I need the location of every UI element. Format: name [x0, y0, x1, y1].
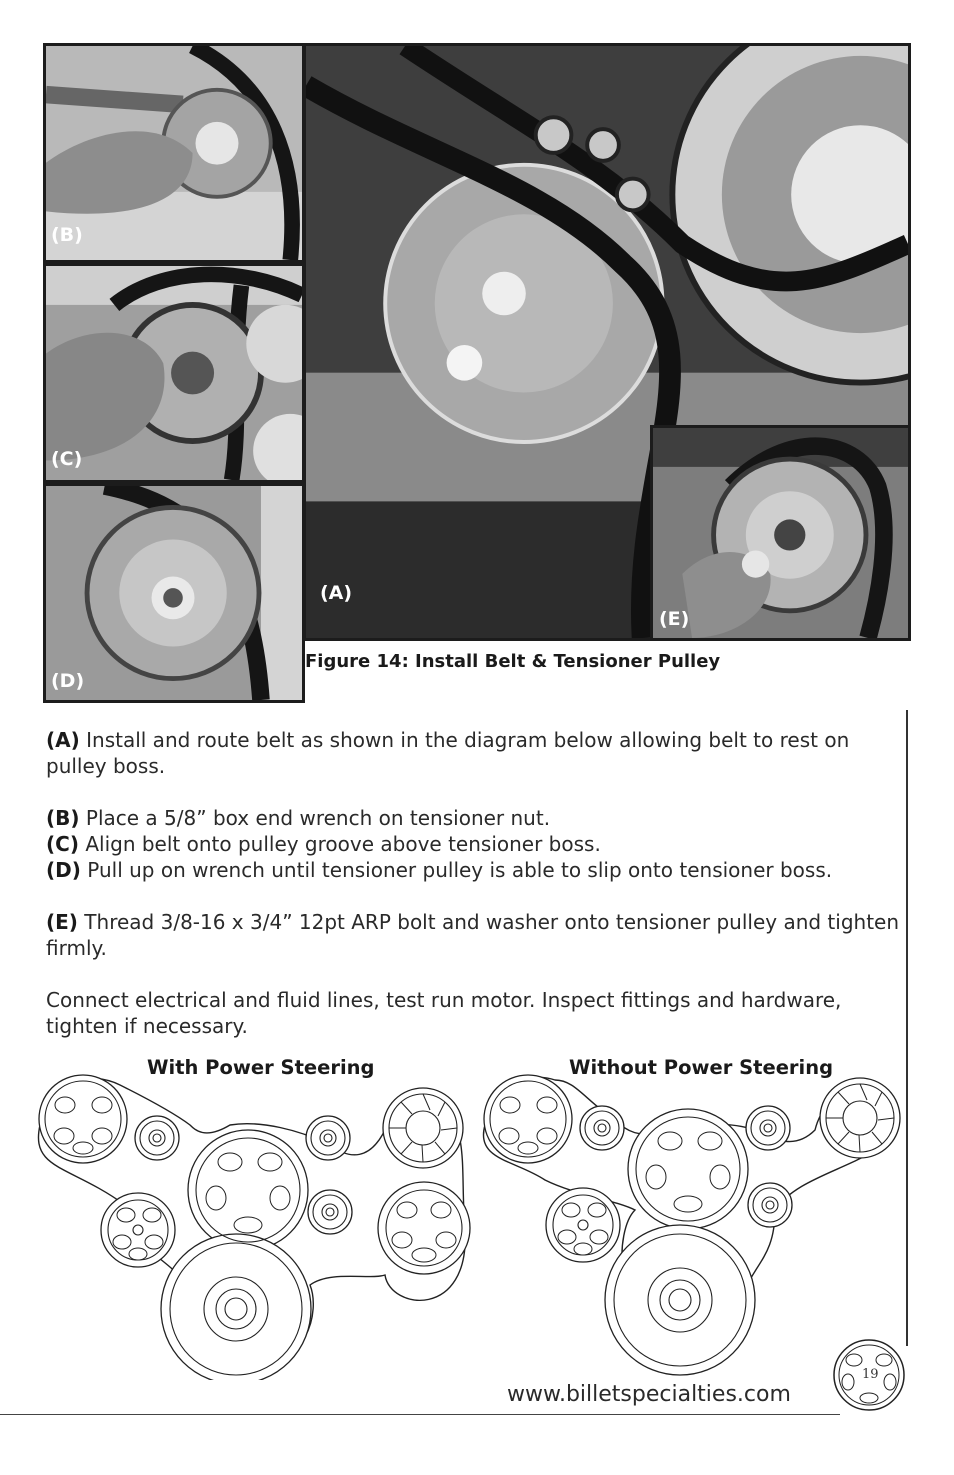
- step-d-text: Pull up on wrench until tensioner pulley is able to slip onto tensioner boss.: [80, 858, 833, 882]
- photo-a-label: (A): [320, 582, 353, 604]
- step-d-label: (D): [46, 858, 81, 882]
- photo-c: [43, 263, 305, 483]
- photo-c-label: (C): [51, 448, 83, 470]
- belt-diagram-without-power-steering: [475, 1070, 905, 1380]
- photo-b-label: (B): [51, 224, 83, 246]
- step-c-label: (C): [46, 832, 79, 856]
- footer-rule: [0, 1414, 840, 1415]
- step-e-text: Thread 3/8-16 x 3/4” 12pt ARP bolt and washer onto tensioner pulley and tighten firmly.: [46, 910, 900, 960]
- photo-e: [650, 425, 911, 641]
- step-b: [46, 805, 902, 831]
- step-b-label: (B): [46, 806, 80, 830]
- photo-d: [43, 483, 305, 703]
- photo-d-image: [46, 486, 302, 700]
- step-a: [46, 727, 902, 779]
- figure-caption: Figure 14: Install Belt & Tensioner Pulley: [305, 651, 721, 672]
- photo-d-label: (D): [51, 670, 85, 692]
- without-power-steering-title: Without Power Steering: [569, 1056, 834, 1079]
- final-step: Connect electrical and fluid lines, test run motor. Inspect fittings and hardware, tighten if necessary.: [46, 988, 842, 1038]
- photo-e-image: [653, 428, 908, 638]
- with-power-steering-title: With Power Steering: [147, 1056, 375, 1079]
- step-e: [46, 909, 902, 961]
- step-c: [46, 831, 902, 857]
- photo-b: [43, 43, 305, 263]
- step-d: [46, 857, 902, 883]
- page-number: 19: [862, 1367, 879, 1382]
- step-b-text: Place a 5/8” box end wrench on tensioner nut.: [79, 806, 551, 830]
- belt-diagram-with-power-steering: [30, 1070, 480, 1380]
- photo-c-image: [46, 266, 302, 480]
- step-e-label: (E): [46, 910, 78, 934]
- step-c-text: Align belt onto pulley groove above tensioner boss.: [78, 832, 601, 856]
- step-a-text: Install and route belt as shown in the diagram below allowing belt to rest on pulley boss.: [46, 728, 850, 778]
- step-a-label: (A): [46, 728, 80, 752]
- instructions: [46, 727, 902, 1039]
- website-url: www.billetspecialties.com: [507, 1382, 791, 1407]
- photo-b-image: [46, 46, 302, 260]
- right-divider: [906, 710, 908, 1346]
- photo-e-label: (E): [659, 608, 690, 630]
